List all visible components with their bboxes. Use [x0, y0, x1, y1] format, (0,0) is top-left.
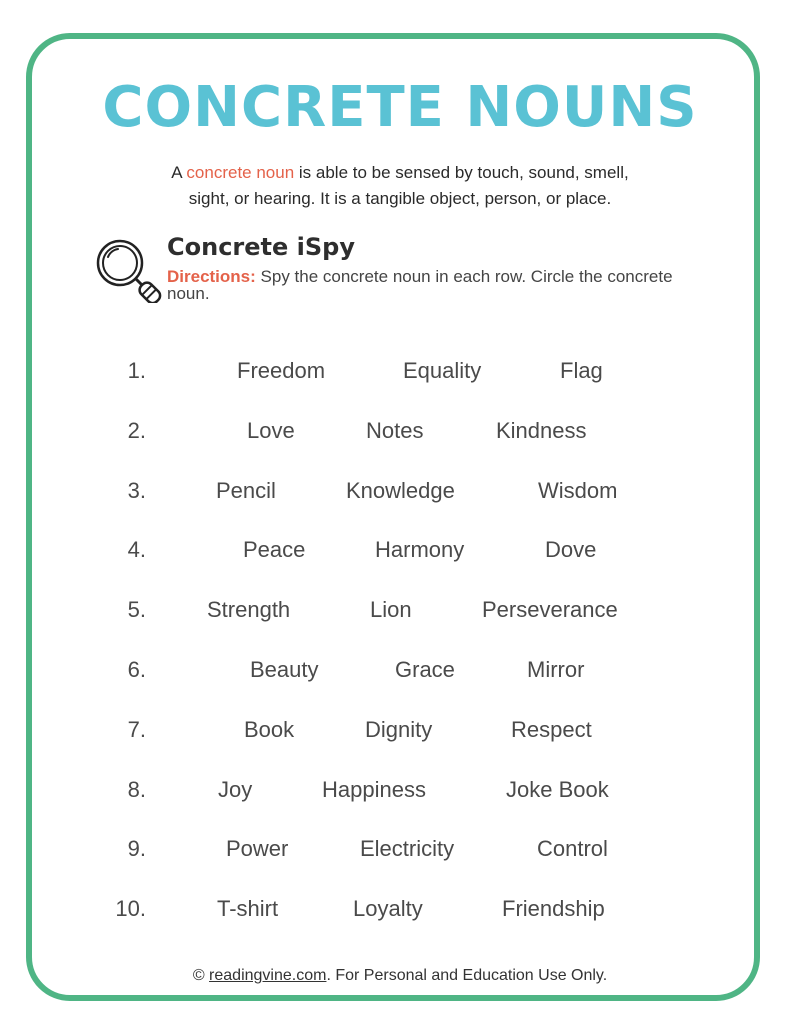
word-option[interactable]: Book — [244, 717, 295, 742]
footer — [0, 964, 800, 988]
row-number: 9. — [127, 836, 146, 861]
word-option[interactable]: Beauty — [250, 657, 319, 682]
row-number: 5. — [127, 597, 146, 622]
word-option[interactable]: Love — [247, 418, 295, 443]
word-option[interactable]: Notes — [366, 418, 424, 443]
word-option[interactable]: Happiness — [322, 777, 426, 802]
word-option[interactable]: Lion — [370, 597, 412, 622]
row-number: 8. — [127, 777, 146, 802]
magnifying-glass-icon — [92, 235, 164, 303]
word-option[interactable]: Control — [537, 836, 608, 861]
intro-text-line2: sight, or hearing. It is a tangible object, person, or place. — [188, 189, 612, 208]
row-number: 1. — [127, 358, 146, 383]
word-option[interactable]: Joy — [218, 777, 253, 802]
word-option[interactable]: Pencil — [216, 478, 276, 503]
word-option[interactable]: Respect — [511, 717, 592, 742]
section-title: Concrete iSpy — [167, 233, 355, 261]
intro-text-line1: is able to be sensed by touch, sound, smell, — [294, 163, 629, 182]
word-option[interactable]: Mirror — [527, 657, 585, 682]
directions — [167, 268, 707, 302]
word-option[interactable]: Loyalty — [353, 896, 423, 921]
word-option[interactable]: Peace — [243, 537, 306, 562]
word-option[interactable]: Knowledge — [346, 478, 455, 503]
word-option[interactable]: Flag — [560, 358, 603, 383]
row-number: 2. — [127, 418, 146, 443]
word-option[interactable]: Equality — [403, 358, 482, 383]
word-option[interactable]: Perseverance — [482, 597, 618, 622]
word-option[interactable]: Dove — [545, 537, 597, 562]
word-option[interactable]: Joke Book — [506, 777, 609, 802]
concrete-noun-highlight: concrete noun — [186, 163, 295, 182]
word-option[interactable]: Harmony — [375, 537, 465, 562]
row-number: 6. — [127, 657, 146, 682]
word-option[interactable]: Friendship — [502, 896, 605, 921]
word-option[interactable]: Grace — [395, 657, 455, 682]
directions-label: Directions: — [167, 267, 256, 286]
intro-paragraph — [100, 160, 700, 212]
footer-text: . For Personal and Education Use Only. — [326, 967, 608, 984]
word-option[interactable]: Strength — [207, 597, 291, 622]
intro-prefix: A — [171, 163, 187, 182]
row-number: 7. — [127, 717, 146, 742]
row-number: 3. — [127, 478, 146, 503]
word-option[interactable]: Electricity — [360, 836, 455, 861]
word-option[interactable]: Power — [226, 836, 289, 861]
row-number: 4. — [127, 537, 146, 562]
page-title: CONCRETE NOUNS — [102, 75, 698, 140]
word-option[interactable]: Dignity — [365, 717, 433, 742]
copyright-symbol: © — [192, 967, 210, 984]
word-option[interactable]: Wisdom — [538, 478, 618, 503]
word-option[interactable]: Freedom — [237, 358, 326, 383]
row-number: 10. — [115, 896, 146, 921]
word-option[interactable]: Kindness — [496, 418, 587, 443]
directions-text: Spy the concrete noun in each row. Circle the concrete noun. — [167, 267, 673, 303]
site-link[interactable]: readingvine.com — [209, 967, 327, 984]
word-option[interactable]: T-shirt — [217, 896, 279, 921]
